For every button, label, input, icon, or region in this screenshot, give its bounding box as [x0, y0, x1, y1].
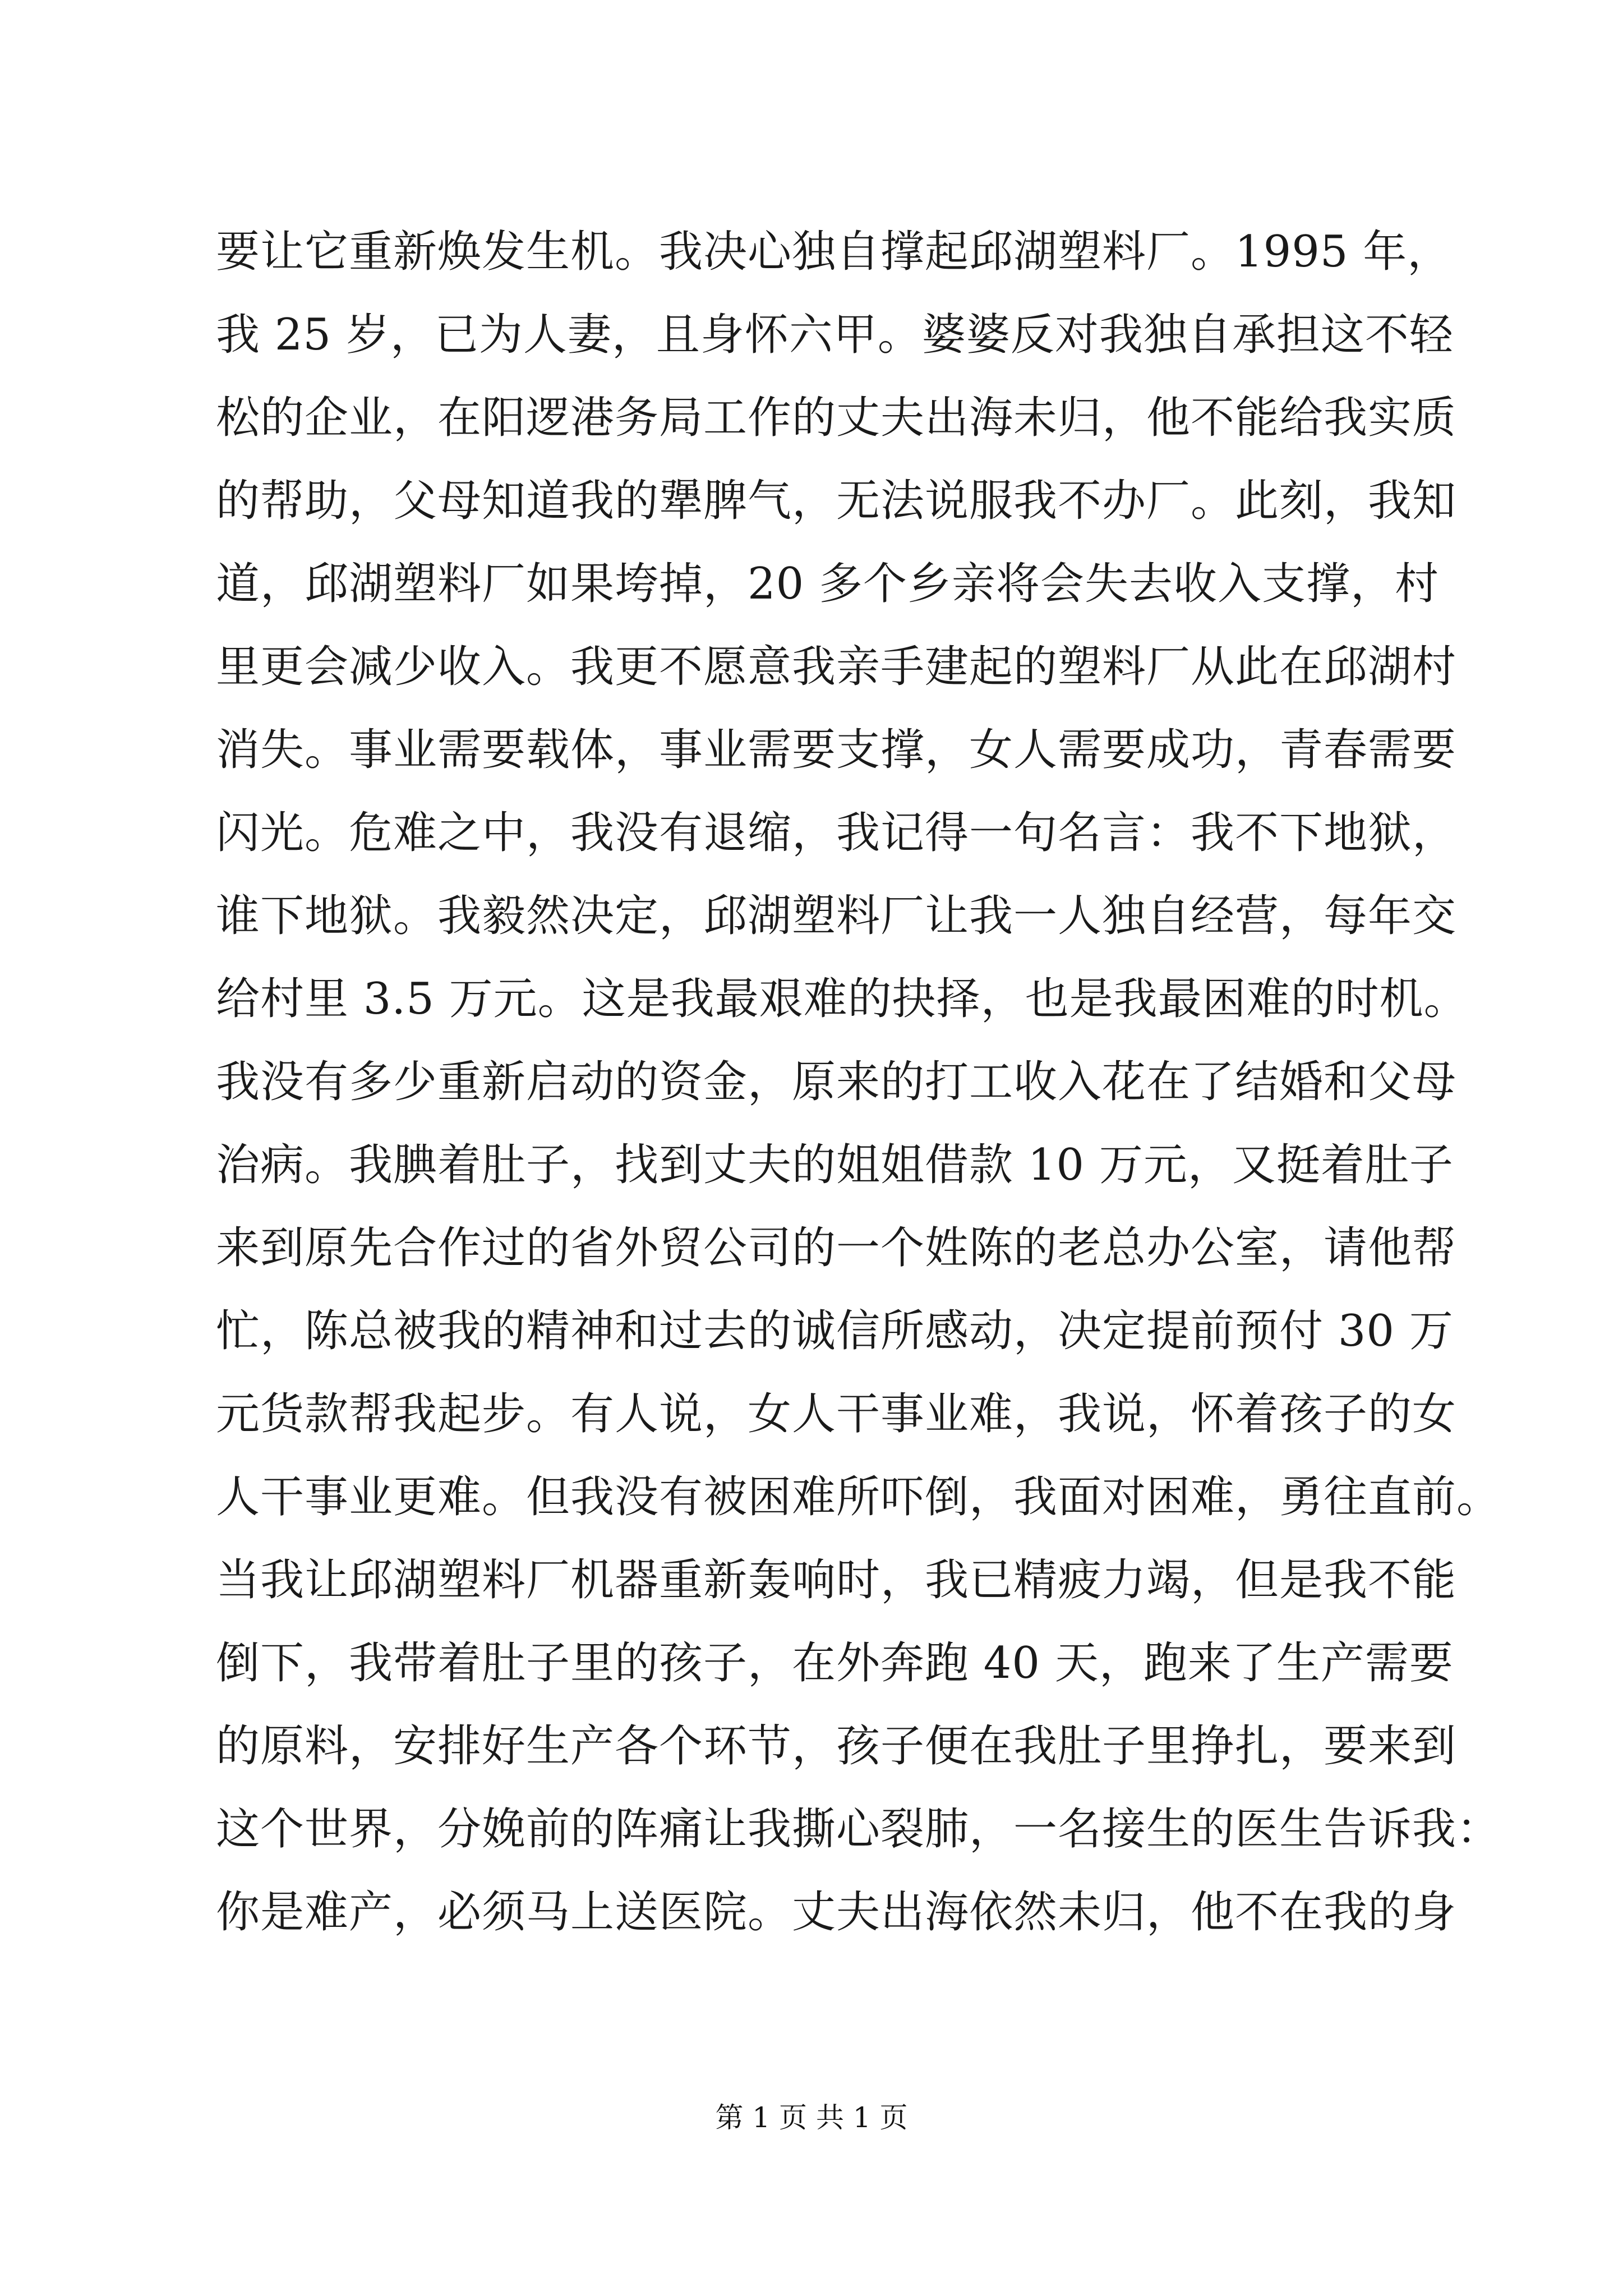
text-line: 这个世界，分娩前的阵痛让我撕心裂肺，一名接生的医生告诉我：	[216, 1804, 1501, 1855]
text-line: 当我让邱湖塑料厂机器重新轰响时，我已精疲力竭，但是我不能	[216, 1555, 1457, 1605]
text-line: 我 25 岁，已为人妻，且身怀六甲。婆婆反对我独自承担这不轻	[216, 310, 1454, 360]
text-line: 谁下地狱。我毅然决定，邱湖塑料厂让我一人独自经营，每年交	[216, 891, 1457, 941]
text-line: 我没有多少重新启动的资金，原来的打工收入花在了结婚和父母	[216, 1057, 1457, 1107]
text-line: 闪光。危难之中，我没有退缩，我记得一句名言：我不下地狱，	[216, 808, 1457, 858]
body-text	[216, 210, 1501, 1954]
text-line: 消失。事业需要载体，事业需要支撑，女人需要成功，青春需要	[216, 725, 1457, 775]
text-line: 的原料，安排好生产各个环节，孩子便在我肚子里挣扎，要来到	[216, 1721, 1457, 1772]
text-line: 要让它重新焕发生机。我决心独自撑起邱湖塑料厂。1995 年，	[216, 227, 1452, 277]
text-line: 治病。我腆着肚子，找到丈夫的姐姐借款 10 万元，又挺着肚子	[216, 1140, 1454, 1190]
text-line: 人干事业更难。但我没有被困难所吓倒，我面对困难，勇往直前。	[216, 1472, 1501, 1522]
text-line: 倒下，我带着肚子里的孩子，在外奔跑 40 天，跑来了生产需要	[216, 1638, 1454, 1688]
page-number-footer: 第 1 页 共 1 页	[715, 2101, 908, 2134]
text-line: 里更会减少收入。我更不愿意我亲手建起的塑料厂从此在邱湖村	[216, 642, 1457, 692]
text-line: 忙，陈总被我的精神和过去的诚信所感动，决定提前预付 30 万	[216, 1306, 1454, 1356]
text-line: 元货款帮我起步。有人说，女人干事业难，我说，怀着孩子的女	[216, 1389, 1457, 1439]
text-line: 给村里 3.5 万元。这是我最艰难的抉择，也是我最困难的时机。	[216, 974, 1468, 1024]
text-line: 你是难产，必须马上送医院。丈夫出海依然未归，他不在我的身	[216, 1887, 1457, 1938]
text-line: 道，邱湖塑料厂如果垮掉，20 多个乡亲将会失去收入支撑，村	[216, 559, 1440, 609]
text-line: 松的企业，在阳逻港务局工作的丈夫出海未归，他不能给我实质	[216, 393, 1457, 443]
text-line: 的帮助，父母知道我的犟脾气，无法说服我不办厂。此刻，我知	[216, 476, 1457, 526]
text-line: 来到原先合作过的省外贸公司的一个姓陈的老总办公室，请他帮	[216, 1223, 1457, 1273]
